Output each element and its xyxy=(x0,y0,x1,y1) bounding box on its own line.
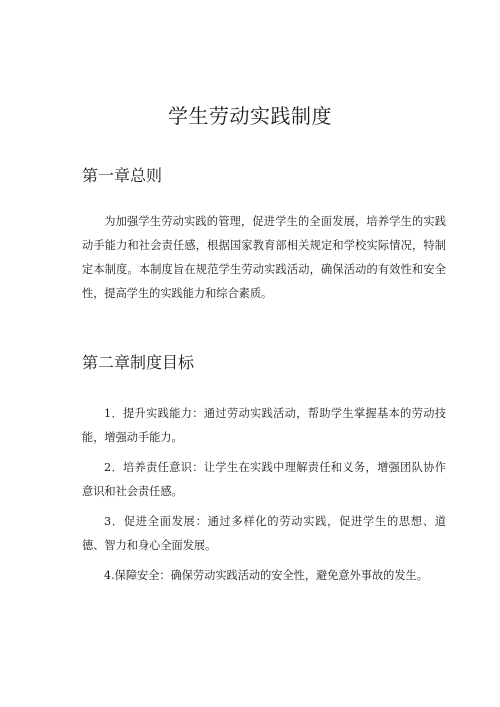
goal-item-1-text: 1．提升实践能力：通过劳动实践活动，帮助学生掌握基本的劳动技能，增强动手能力。 xyxy=(82,407,446,444)
goal-item-4 xyxy=(82,564,446,588)
chapter-1-heading: 第一章总则 xyxy=(82,166,163,185)
goal-item-4-text: 4.保障安全：确保劳动实践活动的安全性，避免意外事故的发生。 xyxy=(104,569,428,582)
chapter-1-paragraph-text: 为加强学生劳动实践的管理，促进学生的全面发展，培养学生的实践动手能力和社会责任感，根据国家教育部相关规定和学校实际情况，特制定本制度。本制度旨在规范学生劳动实践活动，确保活动的有效性和安全性，提高学生的实践能力和综合素质。 xyxy=(82,215,446,300)
goal-item-2-text: 2．培养责任意识：让学生在实践中理解责任和义务，增强团队协作意识和社会责任感。 xyxy=(82,461,446,498)
goal-item-3 xyxy=(82,510,446,558)
goal-item-2 xyxy=(82,456,446,504)
goal-item-1 xyxy=(82,402,446,450)
document-title: 学生劳动实践制度 xyxy=(168,104,332,128)
chapter-1-paragraph xyxy=(82,210,446,306)
goal-item-3-text: 3．促进全面发展：通过多样化的劳动实践，促进学生的思想、道德、智力和身心全面发展。 xyxy=(82,515,446,552)
chapter-2-heading: 第二章制度目标 xyxy=(82,353,195,372)
